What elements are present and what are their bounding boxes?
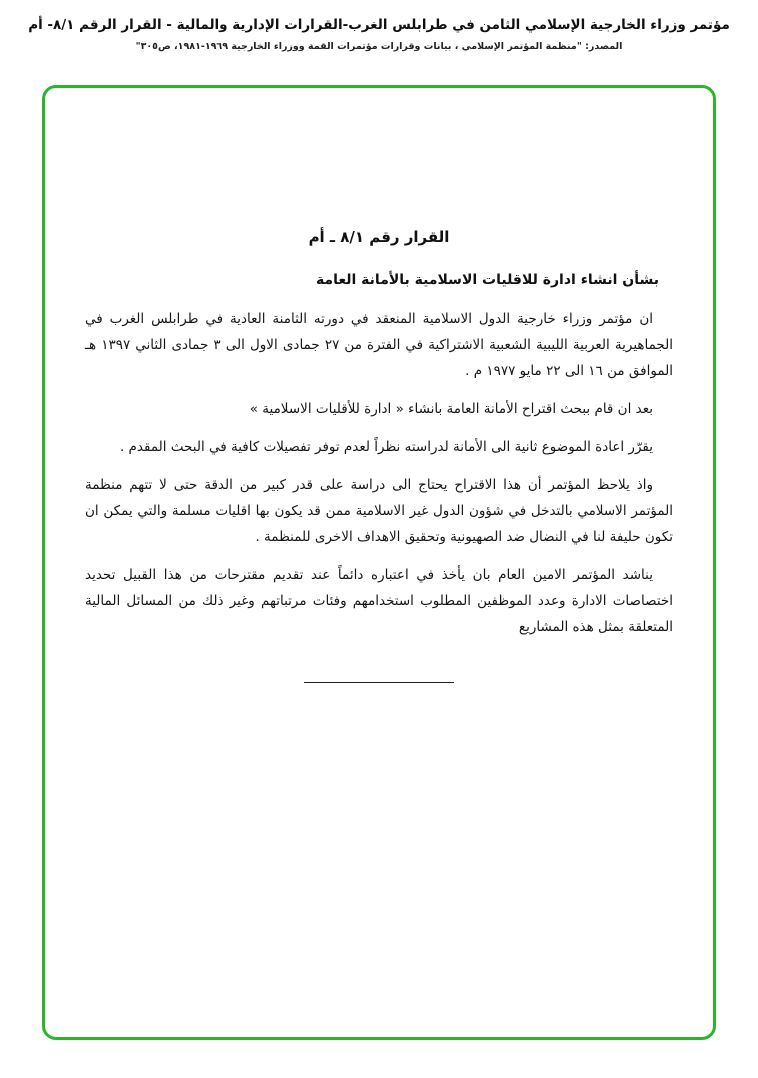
paragraph-proposal: بعد ان قام ببحث اقتراح الأمانة العامة بانشاء « ادارة للأقليات الاسلامية » xyxy=(249,401,653,417)
end-divider-line xyxy=(304,682,454,683)
page-header xyxy=(0,0,758,52)
green-border-frame xyxy=(42,85,716,1040)
document-header-title: مؤتمر وزراء الخارجية الإسلامي الثامن في طرابلس الغرب-القرارات الإدارية والمالية - القرار الرقم ٨/١- أم xyxy=(28,17,730,33)
document-body xyxy=(45,88,713,683)
paragraph-preamble: ان مؤتمر وزراء خارجية الدول الاسلامية المنعقد في دورته الثامنة العادية في طرابلس الغرب في الجماهيرية العربية الليبية الشعبية الاشتراكية في الفترة من ٢٧ جمادى الاول الى ٣ جمادى الثاني ١٣٩٧ هـ الموافق من ١٦ الى ٢٢ مايو ١٩٧٧ م . xyxy=(85,311,674,379)
resolution-title: القرار رقم ٨/١ ـ أم xyxy=(308,228,450,246)
paragraph-decision: يقرّر اعادة الموضوع ثانية الى الأمانة لدراسته نظراً لعدم توفر تفصيلات كافية في البحث المقدم . xyxy=(119,439,653,455)
document-source-line: المصدر: "منظمة المؤتمر الإسلامي ، بيانات وقرارات مؤتمرات القمة ووزراء الخارجية ١٩٦٩-١٩٨١، ص٣٠٥" xyxy=(135,40,623,52)
resolution-subtitle: بشأن انشاء ادارة للاقليات الاسلامية بالأمانة العامة xyxy=(315,272,659,288)
paragraph-observation: واذ يلاحظ المؤتمر أن هذا الاقتراح يحتاج الى دراسة على قدر كبير من الدقة حتى لا تتهم منظمة المؤتمر الاسلامي بالتدخل في شؤون الدول غير الاسلامية ممن قد يكون بها اقليات مسلمة والتي يمكن ان تكون حليفة لنا في النضال ضد الصهيونية وتحقيق الاهداف الاخرى للمنظمة . xyxy=(85,477,673,545)
paragraph-appeal: يناشد المؤتمر الامين العام بان يأخذ في اعتباره دائماً عند تقديم مقترحات من هذا القبيل تحديد اختصاصات الادارة وعدد الموظفين المطلوب استخدامهم وفئات مرتباتهم وغير ذلك من المسائل المالية المتعلقة بمثل هذه المشاريع xyxy=(85,567,673,635)
